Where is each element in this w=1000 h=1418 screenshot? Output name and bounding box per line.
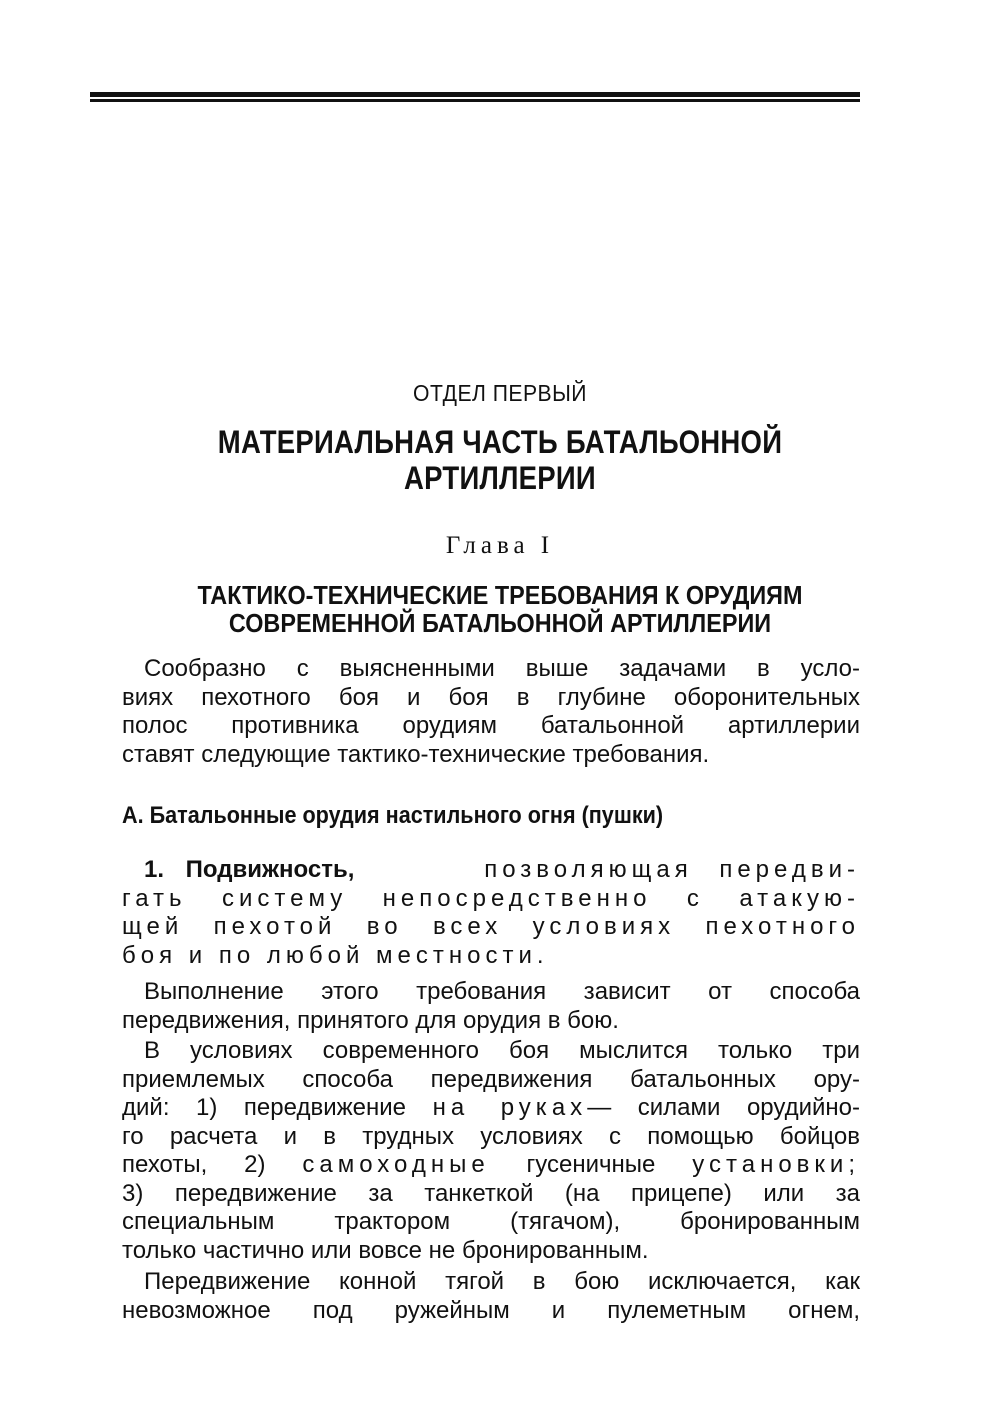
text-line: Передвижение конной тягой в бою исключается, как (144, 1268, 860, 1295)
methods-paragraph (122, 1037, 860, 1265)
text-line: специальным трактором (тягачом), бронированным (122, 1208, 860, 1235)
text-line (122, 856, 860, 885)
chapter-label: Глава I (445, 532, 555, 559)
text-line: Выполнение этого требования зависит от способа (144, 978, 860, 1005)
requirement-1-paragraph (122, 856, 860, 970)
text-segment: пехоты, 2) (122, 1151, 266, 1178)
text-line: гать систему непосредственно с атакую- (122, 884, 860, 912)
text-line (122, 1151, 860, 1180)
text-line (122, 1094, 860, 1123)
part-title-line-2: АРТИЛЛЕРИИ (404, 460, 596, 496)
text-line: полос противника орудиям батальонной артиллерии (122, 712, 860, 739)
text-line: невозможное под ружейным и пулеметным огнем, (122, 1296, 860, 1324)
horse-traction-paragraph (122, 1268, 860, 1325)
header-rule-top (90, 92, 860, 97)
text-line: виях пехотного боя и боя в глубине оборонительных (122, 683, 860, 711)
division-label: ОТДЕЛ ПЕРВЫЙ (413, 380, 587, 406)
requirement-lead: 1. Подвижность, (144, 856, 355, 883)
text-segment: гусеничные (526, 1151, 656, 1178)
text-segment: — силами орудийно- (587, 1094, 860, 1121)
intro-paragraph (122, 655, 860, 769)
chapter-title-line-2: СОВРЕМЕННОЙ БАТАЛЬОННОЙ АРТИЛЛЕРИИ (228, 608, 772, 638)
text-line: только частично или вовсе не бронированным. (122, 1236, 649, 1264)
text-segment: дий: 1) передвижение (122, 1094, 407, 1121)
text-line: го расчета и в трудных условиях с помощью бойцов (122, 1122, 860, 1150)
emphasized-text: самоходные (302, 1151, 490, 1178)
chapter-title-line-1: ТАКТИКО-ТЕХНИЧЕСКИЕ ТРЕБОВАНИЯ К ОРУДИЯМ (197, 580, 803, 610)
text-line: Сообразно с выясненными выше задачами в усло- (144, 655, 860, 682)
execution-paragraph (122, 978, 860, 1035)
header-rule-bottom (90, 99, 860, 102)
section-heading: А. Батальонные орудия настильного огня (пушки) (122, 802, 664, 829)
emphasized-text: позволяющая передви- (484, 856, 860, 883)
text-line: 3) передвижение за танкеткой (на прицепе) или за (122, 1179, 860, 1207)
emphasized-text: на руках (432, 1094, 588, 1121)
text-line: щей пехотой во всех условиях пехотного (122, 913, 860, 940)
emphasized-text: установки; (692, 1151, 860, 1178)
text-line: приемлемых способа передвижения батальонных ору- (122, 1065, 860, 1093)
part-title-line-1: МАТЕРИАЛЬНАЯ ЧАСТЬ БАТАЛЬОННОЙ (217, 424, 783, 460)
text-line: боя и по любой местности. (122, 941, 549, 969)
text-line: В условиях современного боя мыслится только три (144, 1037, 860, 1064)
text-line: передвижения, принятого для орудия в бою. (122, 1006, 619, 1034)
text-line: ставят следующие тактико-технические требования. (122, 740, 710, 768)
